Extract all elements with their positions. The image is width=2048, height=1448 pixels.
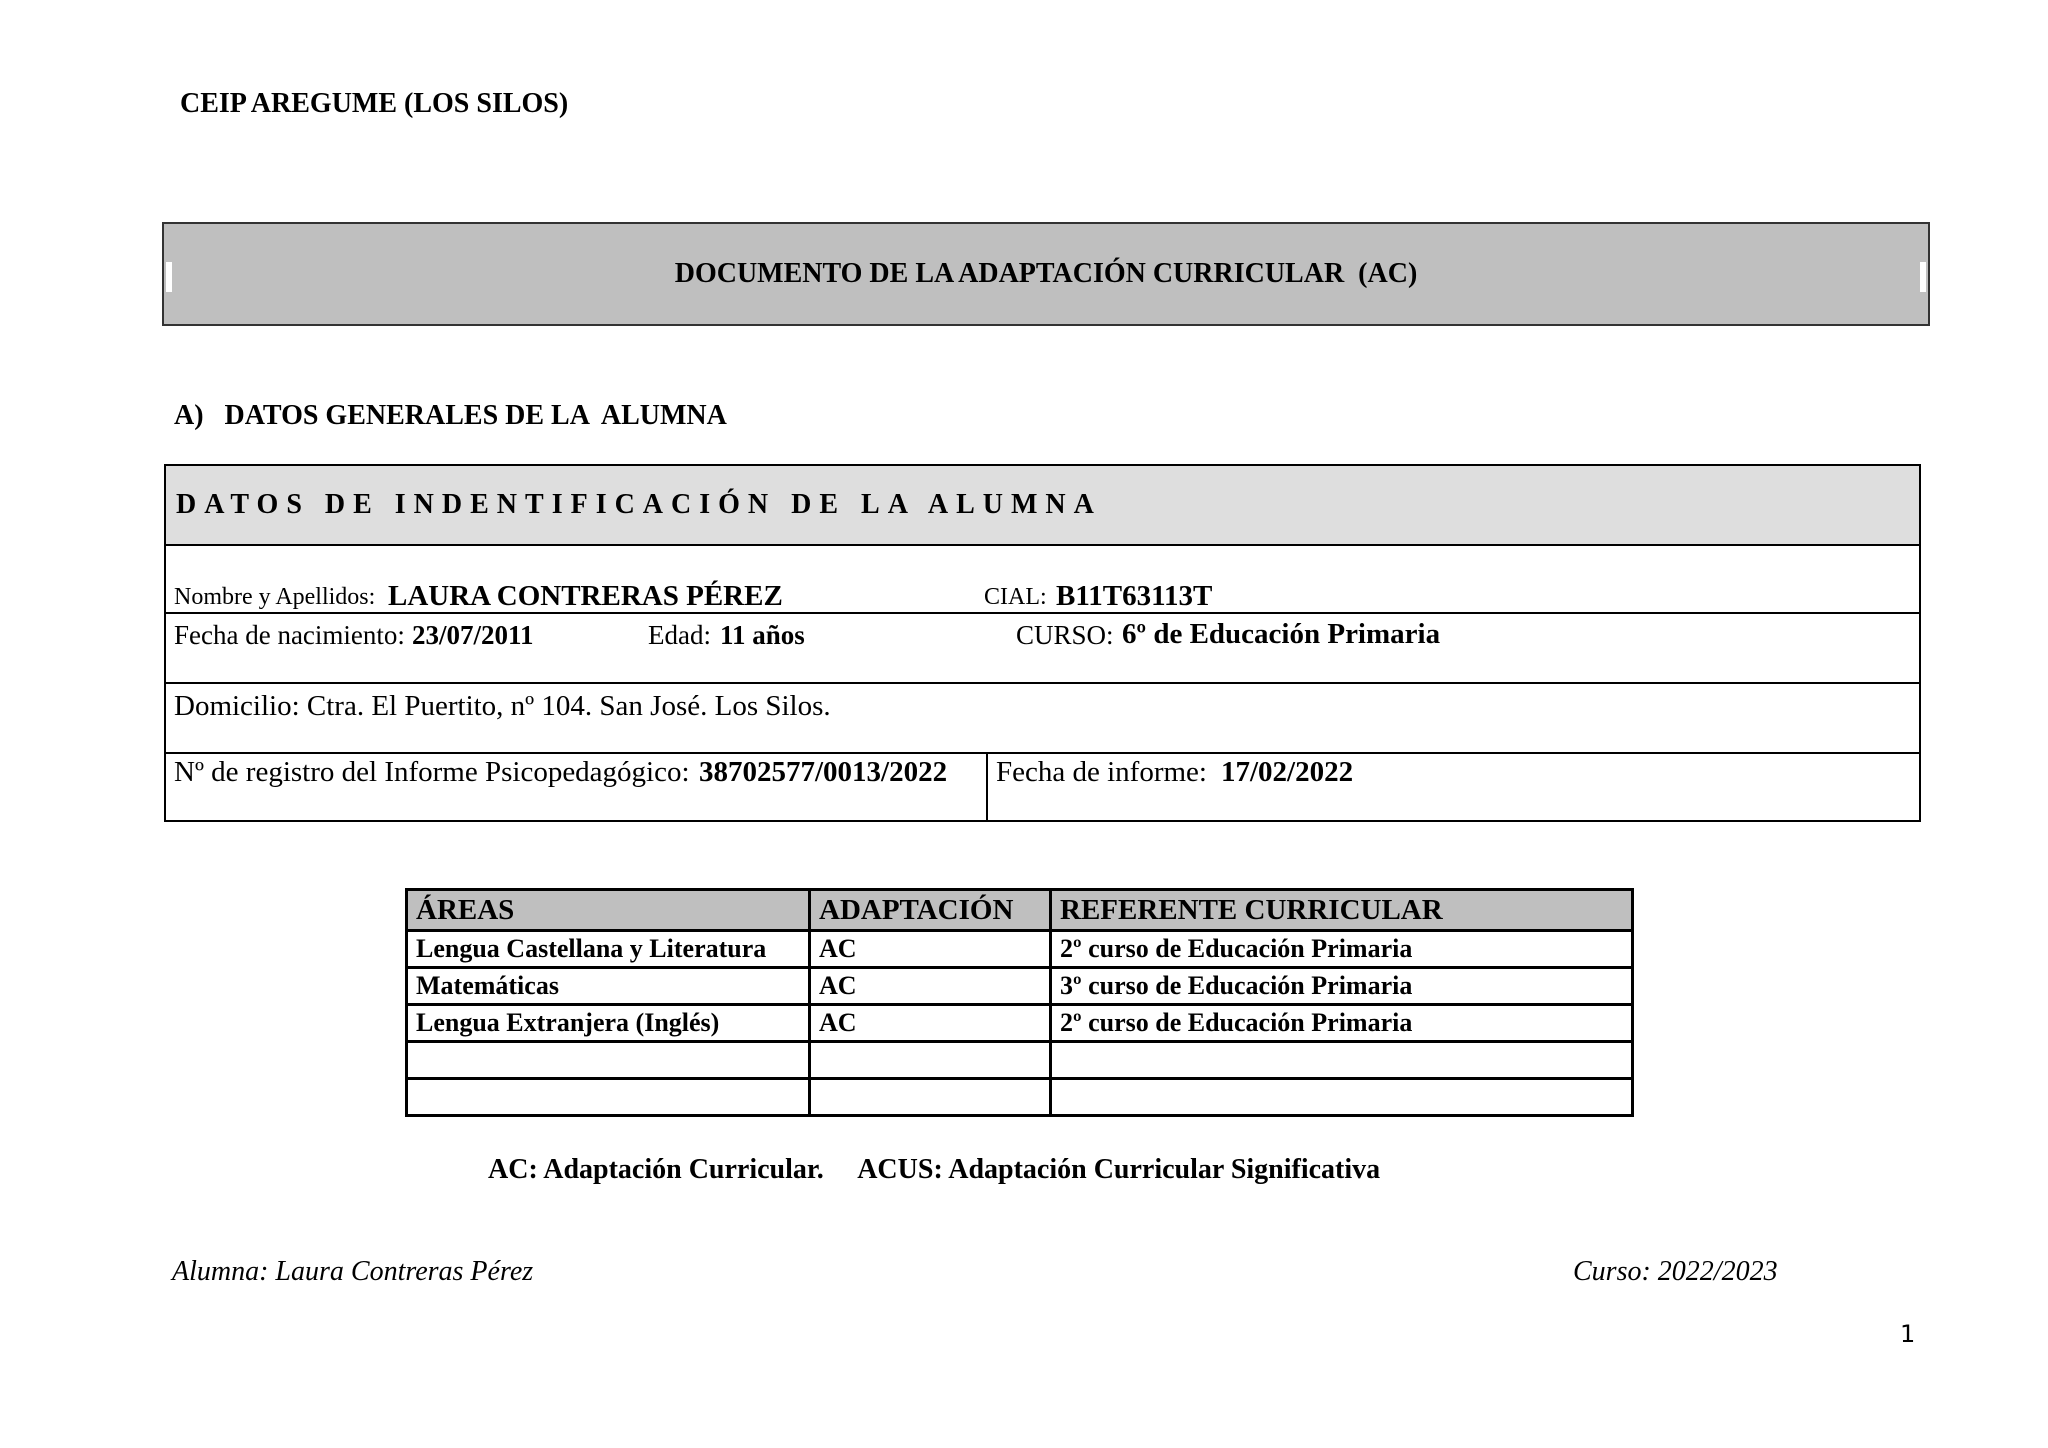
cial-label: CIAL:	[984, 584, 1047, 610]
area-cell: Lengua Extranjera (Inglés)	[407, 1005, 810, 1042]
address-text: Domicilio: Ctra. El Puertito, nº 104. San José. Los Silos.	[174, 690, 831, 722]
identification-heading: DATOS DE INDENTIFICACIÓN DE LA ALUMNA	[166, 466, 1919, 546]
name-value: LAURA CONTRERAS PÉREZ	[388, 580, 783, 612]
adaptation-cell	[810, 1079, 1051, 1116]
report-date-label: Fecha de informe:	[996, 756, 1207, 788]
reference-cell: 2º curso de Educación Primaria	[1051, 931, 1633, 968]
reference-cell: 2º curso de Educación Primaria	[1051, 1005, 1633, 1042]
page-number: 1	[1900, 1320, 1916, 1348]
report-date-value: 17/02/2022	[1221, 756, 1354, 788]
age-value: 11 años	[720, 620, 805, 650]
reference-cell: 3º curso de Educación Primaria	[1051, 968, 1633, 1005]
table-row	[407, 931, 1633, 968]
adaptation-cell: AC	[810, 968, 1051, 1005]
report-date-cell	[988, 754, 1919, 820]
age-label: Edad:	[648, 620, 711, 650]
area-cell: Lengua Castellana y Literatura	[407, 931, 810, 968]
reference-cell	[1051, 1079, 1633, 1116]
course-label: CURSO:	[1016, 620, 1114, 650]
document-title: DOCUMENTO DE LA ADAPTACIÓN CURRICULAR (AC)	[674, 258, 1418, 289]
area-cell	[407, 1042, 810, 1079]
adaptation-cell: AC	[810, 931, 1051, 968]
cial-value: B11T63113T	[1056, 580, 1213, 612]
table-row	[407, 1079, 1633, 1116]
area-cell	[407, 1079, 810, 1116]
identification-table	[164, 464, 1921, 822]
header-adaptation: ADAPTACIÓN	[810, 890, 1051, 931]
birth-label: Fecha de nacimiento:	[174, 620, 405, 650]
report-register-label: Nº de registro del Informe Psicopedagógico:	[174, 756, 690, 788]
areas-table	[405, 888, 1634, 1117]
course-value: 6º de Educación Primaria	[1122, 618, 1441, 650]
footer-course: Curso: 2022/2023	[1573, 1256, 1778, 1287]
name-label: Nombre y Apellidos:	[174, 584, 376, 610]
section-a-heading: A) DATOS GENERALES DE LA ALUMNA	[174, 400, 727, 431]
reference-cell	[1051, 1042, 1633, 1079]
document-title-banner	[162, 222, 1930, 326]
adaptation-cell	[810, 1042, 1051, 1079]
report-register-value: 38702577/0013/2022	[699, 756, 948, 788]
area-cell: Matemáticas	[407, 968, 810, 1005]
birth-row	[166, 614, 1919, 684]
report-register-cell	[166, 754, 988, 820]
areas-header-row	[407, 890, 1633, 931]
birth-value: 23/07/2011	[412, 620, 534, 650]
table-row	[407, 968, 1633, 1005]
banner-right-marker	[1920, 262, 1926, 292]
header-curricular-reference: REFERENTE CURRICULAR	[1051, 890, 1633, 931]
report-row	[166, 754, 1919, 820]
table-row	[407, 1042, 1633, 1079]
adaptation-cell: AC	[810, 1005, 1051, 1042]
table-row	[407, 1005, 1633, 1042]
footer-student: Alumna: Laura Contreras Pérez	[172, 1256, 534, 1287]
name-row	[166, 546, 1919, 614]
address-row	[166, 684, 1919, 754]
school-name: CEIP AREGUME (LOS SILOS)	[180, 88, 569, 119]
header-areas: ÁREAS	[407, 890, 810, 931]
banner-left-marker	[166, 262, 172, 292]
abbreviation-legend: AC: Adaptación Curricular. ACUS: Adaptación Curricular Significativa	[488, 1154, 1381, 1185]
